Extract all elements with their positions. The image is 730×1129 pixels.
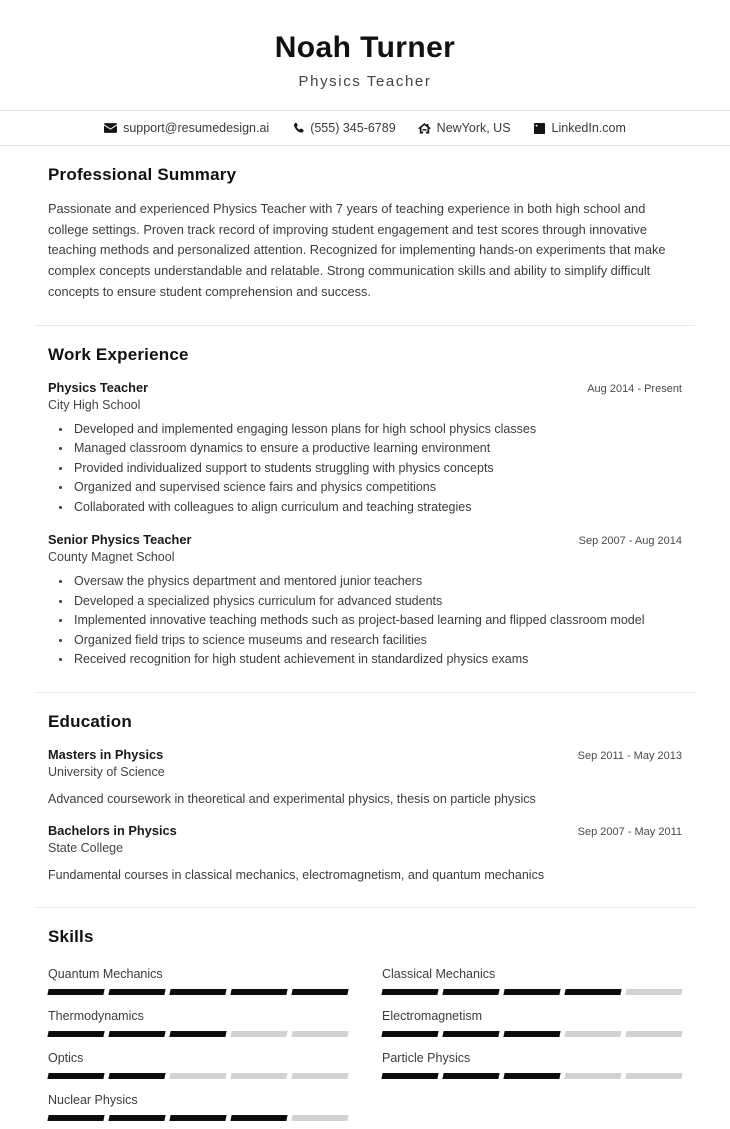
skill-item [382,1045,682,1087]
work-entry-header [48,380,682,395]
skill-name: Thermodynamics [48,1009,144,1024]
bullet-item: • Oversaw the physics department and mentored junior teachers [72,572,682,592]
skill-name: Electromagnetism [382,1009,483,1024]
skill-item [48,961,348,1003]
section-professional-summary [0,165,730,303]
skill-level-bar [48,1031,348,1037]
skill-segment-empty [564,1073,621,1079]
education-entry-degree: Masters in Physics [48,746,164,762]
skill-level-bar [48,1115,348,1121]
section-divider-work [35,325,695,326]
skill-segment-empty [625,989,682,995]
section-divider-education [35,692,695,693]
skill-segment-filled [230,1115,287,1121]
skill-segment-filled [47,1031,104,1037]
skill-segment-filled [108,1031,165,1037]
work-entry-header [48,532,682,547]
skill-segment-filled [169,1031,226,1037]
skill-segment-empty [291,1073,348,1079]
bullet-item: • Implemented innovative teaching methods such as project-based learning and flipped classroom model [72,611,682,631]
section-education [0,712,730,886]
skill-segment-filled [503,1031,560,1037]
skill-item [48,1087,348,1129]
skill-segment-filled [381,1073,438,1079]
bullet-item: • Provided individualized support to students struggling with physics concepts [72,459,682,479]
work-entry-dates: Sep 2007 - Aug 2014 [578,535,682,548]
phone-icon [291,122,304,135]
envelope-icon [104,122,117,135]
skill-segment-empty [291,1031,348,1037]
skill-segment-filled [381,1031,438,1037]
work-entry-role: Senior Physics Teacher [48,532,192,548]
bullet-item: • Collaborated with colleagues to align curriculum and teaching strategies [72,498,682,518]
education-entry-school: University of Science [48,764,165,779]
section-work-experience [0,345,730,670]
skill-segment-filled [230,989,287,995]
skill-item [382,1003,682,1045]
education-entry-degree: Bachelors in Physics [48,823,177,839]
skill-item [382,961,682,1003]
contact-location-label: NewYork, US [436,121,511,135]
contact-email-label: support@resumedesign.ai [123,121,270,135]
skill-level-bar [48,1073,348,1079]
skill-level-bar [48,989,348,995]
skills-grid [48,961,682,1129]
skill-name: Classical Mechanics [382,967,496,982]
work-entry-dates: Aug 2014 - Present [587,382,682,395]
work-entry-organization: City High School [48,397,141,412]
skill-segment-filled [564,989,621,995]
skill-segment-filled [47,1073,104,1079]
summary-text: Passionate and experienced Physics Teacher with 7 years of teaching experience in both high school and college settings. Proven track record of improving student engagement and test scores through innovative teaching methods and personalized attention. Recognized for implementing hands-on experiments that make complex concepts understandable and relatable. Strong communication skills and ability to simplify difficult concepts to ensure student comprehension and success. [48,201,666,299]
skill-segment-filled [108,989,165,995]
contact-linkedin-label: LinkedIn.com [551,121,626,135]
bullet-item: • Developed a specialized physics curriculum for advanced students [72,592,682,612]
skill-segment-empty [230,1073,287,1079]
skill-level-bar [382,1031,682,1037]
work-entry [48,532,682,670]
skill-segment-filled [169,989,226,995]
education-entry-description: Fundamental courses in classical mechanics, electromagnetism, and quantum mechanics [48,868,545,883]
work-entry-bullets [48,572,682,670]
skill-level-bar [382,1073,682,1079]
contact-location[interactable] [418,121,511,135]
skill-segment-empty [625,1073,682,1079]
section-heading-skills: Skills [48,927,94,947]
skill-segment-filled [503,1073,560,1079]
page-title: Noah Turner [274,31,456,64]
education-entry-dates: Sep 2007 - May 2011 [577,826,682,839]
skill-segment-filled [169,1115,226,1121]
bullet-item: • Organized and supervised science fairs and physics competitions [72,478,682,498]
contact-bar [0,111,730,145]
skill-item [48,1003,348,1045]
bullet-item: • Organized field trips to science museums and research facilities [72,631,682,651]
section-divider-skills [35,907,695,908]
work-entry-bullets [48,420,682,518]
bullet-item: • Developed and implemented engaging lesson plans for high school physics classes [72,420,682,440]
skill-segment-filled [47,989,104,995]
skill-name: Quantum Mechanics [48,967,163,982]
skill-segment-filled [47,1115,104,1121]
section-heading-education: Education [48,711,132,731]
skill-name: Nuclear Physics [48,1093,138,1108]
bullet-item: • Received recognition for high student achievement in standardized physics exams [72,650,682,670]
education-entry-header [48,747,682,762]
contact-phone[interactable] [291,121,395,135]
skill-segment-filled [442,1073,499,1079]
work-entry-list [48,380,682,670]
skill-segment-filled [503,989,560,995]
work-entry-organization: County Magnet School [48,550,175,565]
work-entry-role: Physics Teacher [48,379,149,395]
skill-segment-filled [381,989,438,995]
skill-segment-filled [108,1115,165,1121]
skill-segment-filled [291,989,348,995]
section-skills [0,927,730,1129]
skill-name: Optics [48,1051,84,1066]
contact-email[interactable] [104,121,269,135]
section-heading-summary: Professional Summary [48,165,237,184]
skill-segment-empty [564,1031,621,1037]
contact-divider [0,145,730,146]
home-icon [418,122,431,135]
header-subtitle: Physics Teacher [298,73,432,90]
linkedin-icon [533,122,546,135]
section-heading-work: Work Experience [48,344,189,364]
education-entry [48,823,682,885]
education-entry-header [48,823,682,838]
education-entry-dates: Sep 2011 - May 2013 [577,749,682,762]
skill-item [48,1045,348,1087]
bullet-item: • Managed classroom dynamics to ensure a productive learning environment [72,439,682,459]
contact-linkedin[interactable] [533,121,626,135]
skill-name: Particle Physics [382,1051,471,1066]
skill-segment-empty [291,1115,348,1121]
resume-header [0,0,730,110]
education-entry-school: State College [48,841,124,856]
work-entry [48,380,682,518]
education-entry-description: Advanced coursework in theoretical and experimental physics, thesis on particle physics [48,791,536,806]
skill-segment-filled [442,1031,499,1037]
education-entry [48,747,682,809]
skill-segment-filled [442,989,499,995]
skill-segment-empty [625,1031,682,1037]
skill-segment-empty [169,1073,226,1079]
contact-phone-label: (555) 345-6789 [310,121,396,135]
skill-level-bar [382,989,682,995]
skill-segment-filled [108,1073,165,1079]
skill-segment-empty [230,1031,287,1037]
education-entry-list [48,747,682,886]
